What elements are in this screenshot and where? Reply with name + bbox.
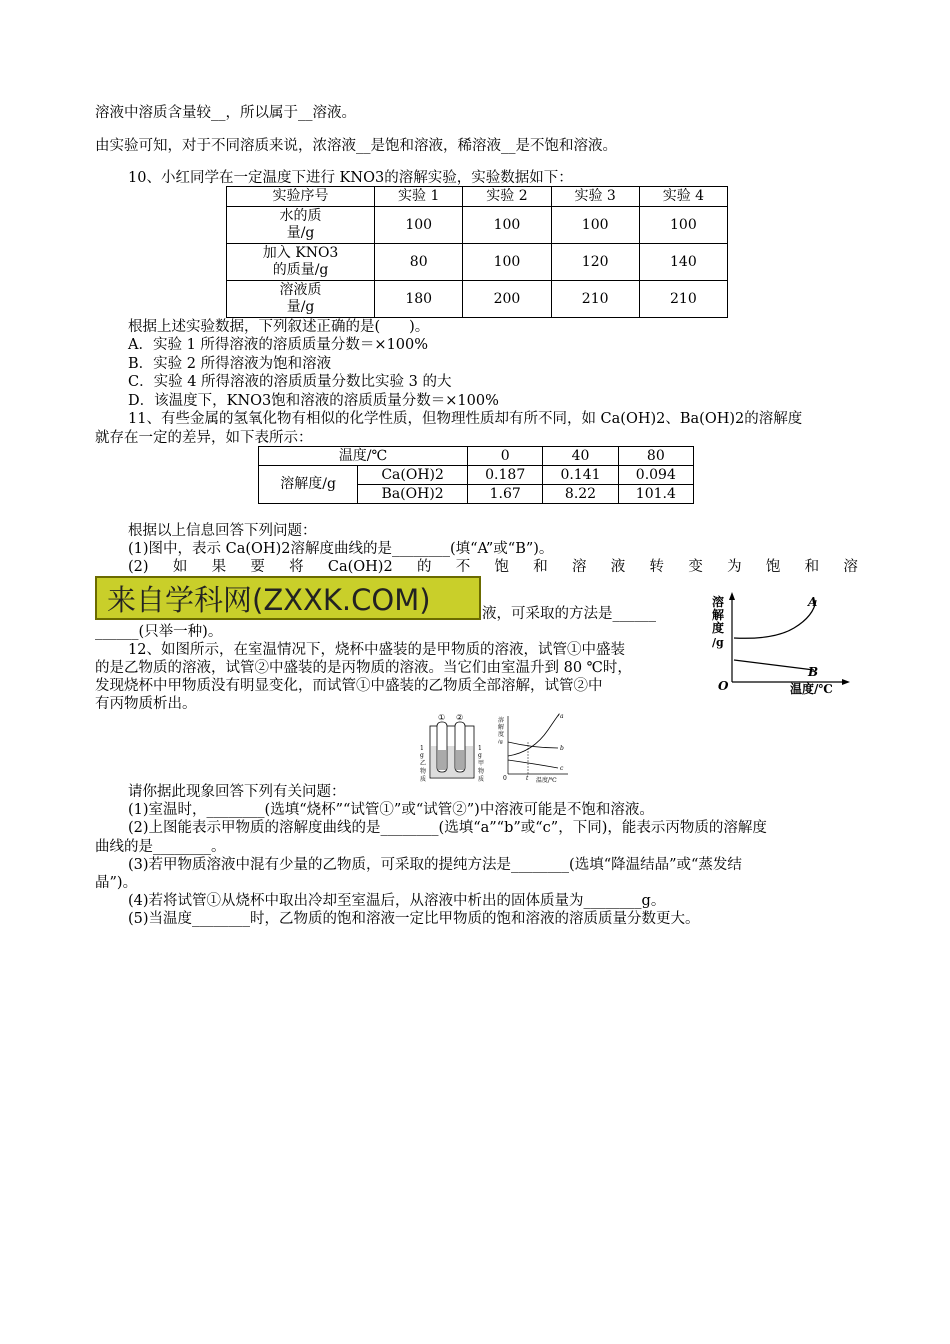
y-axis-label: 度: [712, 621, 725, 635]
curve-b-label: B: [808, 665, 819, 679]
q10-option-c: C．实验 4 所得溶液的溶质质量分数比实验 3 的大: [128, 374, 452, 390]
tube-2-liquid: [456, 750, 464, 770]
table-11-cell: 1.67: [468, 485, 543, 504]
word: 果: [211, 559, 227, 575]
beaker-left-label: 质: [420, 776, 427, 783]
t-label: t: [526, 775, 529, 782]
table-11-row-name: Ca(OH)2: [358, 466, 468, 485]
table-10-cell: 210: [551, 281, 639, 318]
tube-1-label: ①: [438, 713, 446, 722]
beaker-left-label: 1: [420, 745, 424, 752]
watermark-banner: 来自学科网(ZXXK.COM): [95, 576, 481, 620]
table-10-header: 实验 2: [463, 187, 551, 207]
word: 将: [289, 559, 304, 575]
word: 的: [416, 559, 432, 575]
table-10-cell: 210: [639, 281, 727, 318]
q12-sub-2b: 曲线的是________。: [95, 839, 226, 855]
origin-label: 0: [503, 775, 507, 782]
beaker-left-label: g: [420, 752, 424, 759]
table-11-temp: 0: [468, 447, 543, 466]
curve-a: [734, 600, 816, 638]
figure-11-solubility-graph: [704, 590, 854, 698]
table-10-row-label: 加入 KNO3 的质量/g: [227, 244, 375, 281]
word: 饱: [494, 559, 509, 575]
table-11: [258, 446, 694, 504]
q11-stem-2: 就存在一定的差异，如下表所示：: [95, 430, 313, 446]
table-10-cell: 100: [375, 207, 463, 244]
beaker-left-label: 乙: [420, 760, 427, 767]
table-11-cell: 0.094: [618, 466, 693, 485]
q12-stem-1: 12、如图所示，在室温情况下，烧杯中盛装的是甲物质的溶液，试管①中盛装: [128, 642, 625, 658]
curve-b: [508, 742, 558, 748]
table-10-cell: 200: [463, 281, 551, 318]
q11-stem-1: 11、有些金属的氢氧化物有相似的化学性质，但物理性质却有所不同，如 Ca(OH)2、Ba(OH)2的溶解度: [128, 411, 803, 427]
q12-stem-4: 有丙物质析出。: [95, 696, 197, 712]
y-axis-label: /g: [712, 636, 724, 649]
word: 溶: [843, 559, 858, 575]
table-11-cell: 8.22: [543, 485, 618, 504]
graph-y-label: 解: [498, 724, 505, 731]
curve-a: [508, 714, 559, 756]
word: 和: [804, 559, 820, 575]
table-10-cell: 120: [551, 244, 639, 281]
curve-a-label: a: [560, 713, 564, 720]
q10-option-b: B．实验 2 所得溶液为饱和溶液: [128, 356, 332, 372]
x-axis-label: 温度/℃: [790, 682, 833, 696]
q11-sub-2-tail: 液，可采取的方法是______: [482, 606, 656, 622]
table-10-cell: 180: [375, 281, 463, 318]
table-10-header: 实验 1: [375, 187, 463, 207]
beaker-right-label: 甲: [478, 760, 485, 767]
table-11-temp: 40: [543, 447, 618, 466]
table-11-row-name: Ba(OH)2: [358, 485, 468, 504]
q12-stem-3: 发现烧杯中甲物质没有明显变化，而试管①中盛装的乙物质全部溶解，试管②中: [95, 678, 603, 694]
q12-sub-3b: 晶”)。: [95, 875, 138, 891]
beaker-right-label: g: [478, 752, 482, 759]
q10-stem: 10、小红同学在一定温度下进行 KNO3的溶解实验，实验数据如下：: [128, 170, 573, 186]
q12-sub-1: (1)室温时，________(选填“烧杯”“试管①”或“试管②”)中溶液可能是不饱和溶液。: [128, 802, 654, 818]
beaker-left-label: 物: [420, 768, 427, 775]
q12-sub-4: (4)若将试管①从烧杯中取出冷却至室温后，从溶液中析出的固体质量为________g。: [128, 893, 666, 909]
word: 转: [649, 559, 665, 575]
curve-b: [734, 660, 814, 670]
table-10-row-label: 水的质 量/g: [227, 207, 375, 244]
word: 如: [172, 559, 188, 575]
q12-sub-2a: (2)上图能表示甲物质的溶解度曲线的是________(选填“a”“b”或“c”，下同)，能表示丙物质的溶解度: [128, 820, 767, 836]
curve-b-label: b: [560, 745, 564, 752]
q10-option-d: D．该温度下，KNO3饱和溶液的溶质质量分数＝×100%: [128, 393, 499, 409]
line-1: 溶液中溶质含量较__，所以属于__溶液。: [95, 105, 356, 121]
beaker-right-label: 物: [478, 768, 485, 775]
beaker-right-label: 1: [478, 745, 482, 752]
q11-prompt: 根据以上信息回答下列问题：: [128, 523, 317, 539]
word: 饱: [765, 559, 781, 575]
word: 溶: [572, 559, 587, 575]
graph-x-label: 温度/℃: [536, 777, 557, 784]
q12-prompt: 请你据此现象回答下列有关问题：: [128, 784, 346, 800]
tube-2-label: ②: [456, 713, 464, 722]
word: 为: [727, 559, 742, 575]
table-10-cell: 140: [639, 244, 727, 281]
figure-12-beaker-and-graph: [418, 712, 578, 784]
y-axis-label: 溶: [712, 595, 725, 609]
word: 要: [250, 559, 265, 575]
table-10-cell: 100: [639, 207, 727, 244]
word: Ca(OH)2: [327, 559, 393, 575]
curve-c-label: c: [560, 765, 564, 772]
origin-label: O: [718, 679, 729, 693]
beaker-right-label: 质: [478, 776, 485, 783]
graph-y-label: 溶: [498, 717, 505, 724]
table-10-header: 实验序号: [227, 187, 375, 207]
table-11-temp-label: 温度/℃: [259, 447, 468, 466]
table-10-cell: 100: [463, 244, 551, 281]
word: 液: [610, 559, 626, 575]
curve-a-label: A: [808, 595, 818, 609]
table-11-sol-label: 溶解度/g: [259, 466, 358, 504]
table-11-cell: 101.4: [618, 485, 693, 504]
word: 变: [688, 559, 703, 575]
graph-y-label: /g: [498, 739, 503, 745]
word: 不: [455, 559, 471, 575]
table-11-temp: 80: [618, 447, 693, 466]
table-10-header: 实验 4: [639, 187, 727, 207]
line-2: 由实验可知，对于不同溶质来说，浓溶液__是饱和溶液，稀溶液__是不饱和溶液。: [95, 138, 617, 154]
word: 和: [533, 559, 548, 575]
graph-y-label: 度: [498, 731, 505, 738]
q11-sub-2-end: ______(只举一种)。: [95, 624, 223, 640]
tube-1-liquid: [438, 750, 446, 770]
table-10-cell: 100: [551, 207, 639, 244]
table-11-cell: 0.141: [543, 466, 618, 485]
table-10: [226, 186, 728, 318]
table-10-cell: 100: [463, 207, 551, 244]
q11-sub-2-line: [128, 558, 858, 576]
table-10-row-label: 溶液质 量/g: [227, 281, 375, 318]
q10-prompt: 根据上述实验数据，下列叙述正确的是( )。: [128, 319, 430, 335]
q11-sub-1: (1)图中，表示 Ca(OH)2溶解度曲线的是________(填“A”或“B”)。: [128, 541, 554, 557]
q12-sub-3a: (3)若甲物质溶液中混有少量的乙物质，可采取的提纯方法是________(选填“降温结晶”或“蒸发结: [128, 857, 742, 873]
table-10-header: 实验 3: [551, 187, 639, 207]
q12-stem-2: 的是乙物质的溶液，试管②中盛装的是丙物质的溶液。当它们由室温升到 80 ℃时，: [95, 660, 632, 676]
q12-sub-5: (5)当温度________时，乙物质的饱和溶液一定比甲物质的饱和溶液的溶质质量分数更大。: [128, 911, 700, 927]
table-10-cell: 80: [375, 244, 463, 281]
q10-option-a: A．实验 1 所得溶液的溶质质量分数＝×100%: [128, 337, 429, 353]
y-axis-label: 解: [712, 608, 725, 622]
word: (2): [128, 559, 149, 575]
table-11-cell: 0.187: [468, 466, 543, 485]
curve-c: [508, 760, 558, 768]
